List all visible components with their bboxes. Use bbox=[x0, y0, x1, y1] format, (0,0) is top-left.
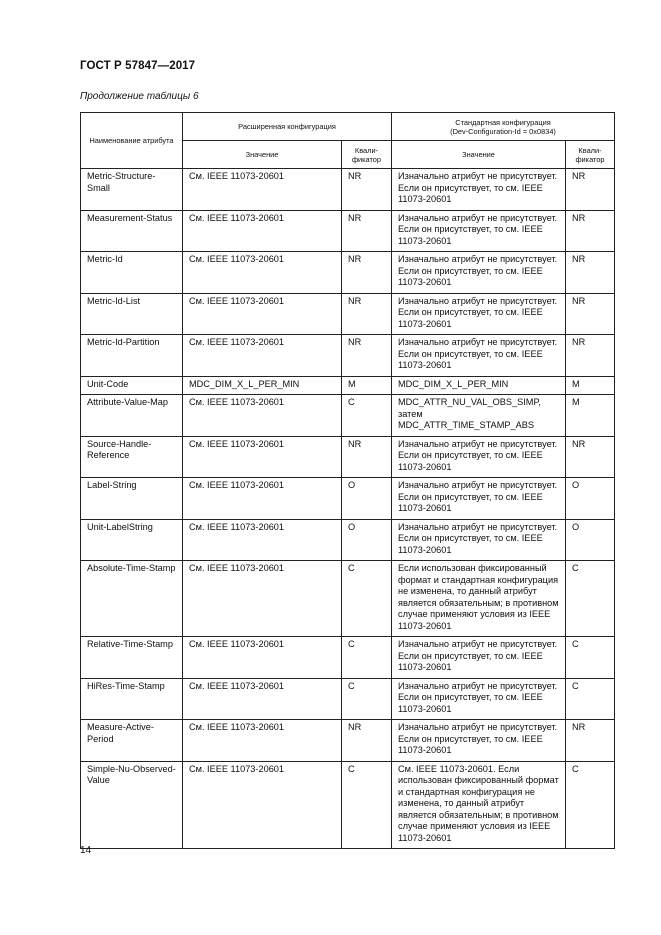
cell-standard-value: Изначально атрибут не присутствует. Если он присутствует, то см. IEEE 11073-20601 bbox=[392, 519, 566, 561]
cell-attribute-name: Source-Handle-Reference bbox=[81, 436, 183, 478]
cell-standard-qualifier: C bbox=[566, 637, 615, 679]
cell-extended-qualifier: O bbox=[342, 478, 392, 520]
cell-attribute-name: Metric-Id bbox=[81, 252, 183, 294]
cell-standard-qualifier: NR bbox=[566, 210, 615, 252]
cell-standard-value: Изначально атрибут не присутствует. Если он присутствует, то см. IEEE 11073-20601 bbox=[392, 335, 566, 377]
table-row bbox=[81, 436, 615, 478]
cell-standard-value: MDC_ATTR_NU_VAL_OBS_SIMP, затем MDC_ATTR_TIME_STAMP_ABS bbox=[392, 395, 566, 437]
cell-standard-qualifier: NR bbox=[566, 436, 615, 478]
cell-extended-qualifier: M bbox=[342, 376, 392, 395]
cell-standard-value: Изначально атрибут не присутствует. Если он присутствует, то см. IEEE 11073-20601 bbox=[392, 678, 566, 720]
cell-standard-qualifier: M bbox=[566, 376, 615, 395]
cell-extended-qualifier: NR bbox=[342, 252, 392, 294]
document-title: ГОСТ Р 57847—2017 bbox=[80, 60, 196, 72]
cell-extended-qualifier: NR bbox=[342, 293, 392, 335]
cell-standard-qualifier: C bbox=[566, 561, 615, 637]
cell-extended-value: См. IEEE 11073-20601 bbox=[183, 637, 342, 679]
table-body bbox=[81, 169, 615, 849]
cell-standard-value: Если использован фиксированный формат и стандартная конфигурация не изменена, то данный атрибут является обязательным; в противном случае применяют условия из IEEE 11073-20601 bbox=[392, 561, 566, 637]
cell-extended-qualifier: C bbox=[342, 395, 392, 437]
header-standard-config bbox=[392, 113, 615, 141]
cell-extended-value: См. IEEE 11073-20601 bbox=[183, 395, 342, 437]
table-caption: Продолжение таблицы 6 bbox=[80, 91, 199, 102]
cell-attribute-name: Unit-Code bbox=[81, 376, 183, 395]
table-row bbox=[81, 519, 615, 561]
table-row bbox=[81, 761, 615, 849]
cell-extended-qualifier: O bbox=[342, 519, 392, 561]
header-standard-config-title: Стандартная конфигурация bbox=[455, 117, 551, 127]
cell-extended-value: См. IEEE 11073-20601 bbox=[183, 478, 342, 520]
cell-standard-qualifier: NR bbox=[566, 169, 615, 211]
cell-standard-value: Изначально атрибут не присутствует. Если он присутствует, то см. IEEE 11073-20601 bbox=[392, 293, 566, 335]
cell-extended-value: См. IEEE 11073-20601 bbox=[183, 678, 342, 720]
cell-standard-qualifier: M bbox=[566, 395, 615, 437]
table-row bbox=[81, 252, 615, 294]
cell-extended-qualifier: C bbox=[342, 678, 392, 720]
cell-extended-value: MDC_DIM_X_L_PER_MIN bbox=[183, 376, 342, 395]
cell-attribute-name: HiRes-Time-Stamp bbox=[81, 678, 183, 720]
cell-standard-value: MDC_DIM_X_L_PER_MIN bbox=[392, 376, 566, 395]
cell-standard-qualifier: NR bbox=[566, 293, 615, 335]
cell-standard-qualifier: O bbox=[566, 478, 615, 520]
header-std-qualifier: Квали-фикатор bbox=[566, 141, 615, 169]
cell-standard-qualifier: NR bbox=[566, 720, 615, 762]
cell-standard-qualifier: O bbox=[566, 519, 615, 561]
cell-attribute-name: Relative-Time-Stamp bbox=[81, 637, 183, 679]
table-row bbox=[81, 561, 615, 637]
cell-attribute-name: Absolute-Time-Stamp bbox=[81, 561, 183, 637]
page-number: 14 bbox=[80, 845, 92, 856]
table-row bbox=[81, 637, 615, 679]
cell-standard-value: Изначально атрибут не присутствует. Если он присутствует, то см. IEEE 11073-20601 bbox=[392, 169, 566, 211]
cell-extended-value: См. IEEE 11073-20601 bbox=[183, 293, 342, 335]
header-standard-config-id: (Dev-Configuration-Id = 0x0834) bbox=[450, 126, 556, 136]
cell-extended-value: См. IEEE 11073-20601 bbox=[183, 210, 342, 252]
table-header bbox=[81, 113, 615, 169]
cell-extended-value: См. IEEE 11073-20601 bbox=[183, 761, 342, 849]
cell-attribute-name: Label-String bbox=[81, 478, 183, 520]
cell-standard-value: Изначально атрибут не присутствует. Если он присутствует, то см. IEEE 11073-20601 bbox=[392, 720, 566, 762]
header-ext-value: Значение bbox=[183, 141, 342, 169]
cell-extended-value: См. IEEE 11073-20601 bbox=[183, 519, 342, 561]
cell-extended-qualifier: C bbox=[342, 561, 392, 637]
cell-standard-qualifier: NR bbox=[566, 335, 615, 377]
cell-extended-qualifier: C bbox=[342, 637, 392, 679]
cell-attribute-name: Attribute-Value-Map bbox=[81, 395, 183, 437]
table-row bbox=[81, 678, 615, 720]
table-row bbox=[81, 376, 615, 395]
cell-standard-value: См. IEEE 11073-20601. Если использован фиксированный формат и стандартная конфигурация не изменена, то данный атрибут является обязательным; в противном случае применяют условия из IEEE 11073-20601 bbox=[392, 761, 566, 849]
cell-attribute-name: Measurement-Status bbox=[81, 210, 183, 252]
table-row bbox=[81, 169, 615, 211]
header-extended-config: Расширенная конфигурация bbox=[183, 113, 392, 141]
table-row bbox=[81, 720, 615, 762]
cell-extended-qualifier: NR bbox=[342, 169, 392, 211]
cell-extended-qualifier: NR bbox=[342, 335, 392, 377]
table-row bbox=[81, 293, 615, 335]
cell-standard-value: Изначально атрибут не присутствует. Если он присутствует, то см. IEEE 11073-20601 bbox=[392, 436, 566, 478]
table-row bbox=[81, 210, 615, 252]
cell-extended-qualifier: NR bbox=[342, 436, 392, 478]
header-attribute-name: Наименование атрибута bbox=[81, 113, 183, 169]
cell-extended-qualifier: NR bbox=[342, 720, 392, 762]
cell-standard-qualifier: NR bbox=[566, 252, 615, 294]
cell-standard-value: Изначально атрибут не присутствует. Если он присутствует, то см. IEEE 11073-20601 bbox=[392, 478, 566, 520]
cell-standard-qualifier: C bbox=[566, 678, 615, 720]
cell-extended-value: См. IEEE 11073-20601 bbox=[183, 561, 342, 637]
table-row bbox=[81, 478, 615, 520]
attributes-table bbox=[80, 112, 615, 849]
cell-extended-value: См. IEEE 11073-20601 bbox=[183, 335, 342, 377]
cell-attribute-name: Unit-LabelString bbox=[81, 519, 183, 561]
header-ext-qualifier: Квали-фикатор bbox=[342, 141, 392, 169]
cell-extended-value: См. IEEE 11073-20601 bbox=[183, 436, 342, 478]
table-row bbox=[81, 395, 615, 437]
cell-standard-value: Изначально атрибут не присутствует. Если он присутствует, то см. IEEE 11073-20601 bbox=[392, 637, 566, 679]
cell-standard-value: Изначально атрибут не присутствует. Если он присутствует, то см. IEEE 11073-20601 bbox=[392, 252, 566, 294]
cell-attribute-name: Metric-Id-List bbox=[81, 293, 183, 335]
cell-extended-value: См. IEEE 11073-20601 bbox=[183, 169, 342, 211]
table-row bbox=[81, 335, 615, 377]
cell-standard-value: Изначально атрибут не присутствует. Если он присутствует, то см. IEEE 11073-20601 bbox=[392, 210, 566, 252]
cell-attribute-name: Simple-Nu-Observed-Value bbox=[81, 761, 183, 849]
cell-standard-qualifier: C bbox=[566, 761, 615, 849]
cell-attribute-name: Metric-Id-Partition bbox=[81, 335, 183, 377]
cell-attribute-name: Metric-Structure-Small bbox=[81, 169, 183, 211]
cell-extended-value: См. IEEE 11073-20601 bbox=[183, 252, 342, 294]
cell-extended-qualifier: NR bbox=[342, 210, 392, 252]
cell-attribute-name: Measure-Active-Period bbox=[81, 720, 183, 762]
cell-extended-value: См. IEEE 11073-20601 bbox=[183, 720, 342, 762]
header-std-value: Значение bbox=[392, 141, 566, 169]
cell-extended-qualifier: C bbox=[342, 761, 392, 849]
